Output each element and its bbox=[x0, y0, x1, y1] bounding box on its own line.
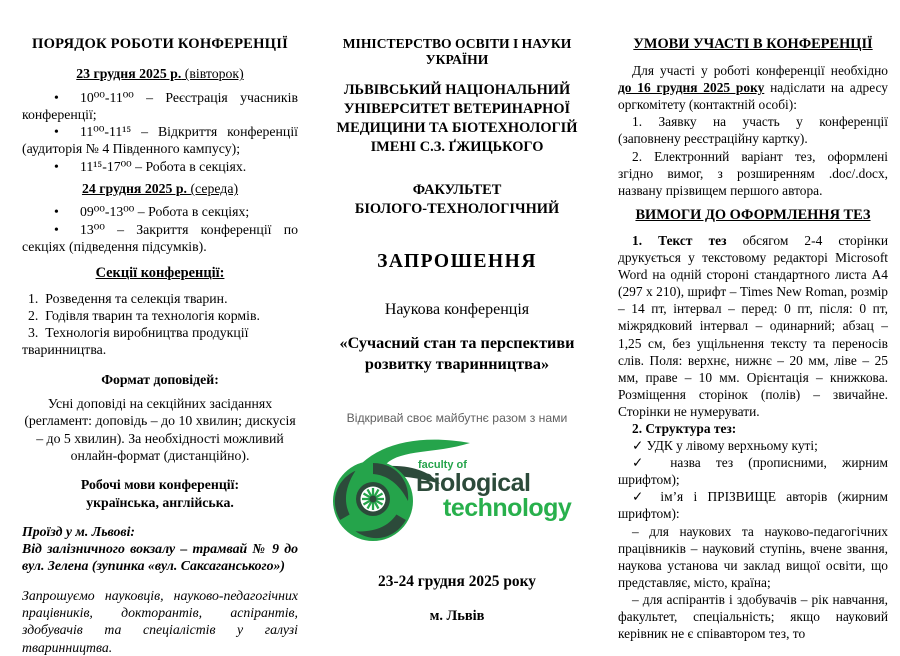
schedule-item: • 13⁰⁰ – Закриття конференції по секціях (підведення підсумків). bbox=[22, 221, 298, 256]
day1-weekday: (вівторок) bbox=[181, 66, 244, 82]
author-rule: – для наукових та науково-педагогічних працівників – науковий ступінь, вчене звання, наукова установа чи заклад вищої освіти, що представляє, місто, країна; bbox=[618, 523, 888, 590]
conference-type: Наукова конференція bbox=[384, 301, 530, 318]
schedule-item: • 10⁰⁰-11⁰⁰ – Реєстрація учасників конференції; bbox=[22, 89, 298, 124]
day2-weekday: (середа) bbox=[187, 181, 239, 197]
section-item: 2. Годівля тварин та технологія кормів. bbox=[28, 307, 260, 323]
structure-item: ✓ ім’я і ПРІЗВИЩЕ авторів (жирним шрифтом): bbox=[618, 489, 888, 522]
faculty-name bbox=[312, 181, 602, 219]
transport-block bbox=[22, 523, 298, 575]
structure-item: ✓ назва тез (прописними, жирним шрифтом); bbox=[618, 455, 888, 488]
terms-item: 2. Електронний варіант тез, оформлені згідно вимог, з розширенням .doc/.docx, названу прізвищем першого автора. bbox=[618, 148, 888, 198]
logo-faculty-of: faculty of bbox=[418, 459, 467, 471]
faculty-line2: БІОЛОГО-ТЕХНОЛОГІЧНИЙ bbox=[354, 201, 560, 217]
section-item: 3. Технологія виробництва продукції тваринництва. bbox=[22, 325, 249, 358]
conference-title: «Сучасний стан та перспективи розвитку тваринництва» bbox=[339, 334, 575, 373]
day2-heading bbox=[22, 180, 298, 197]
schedule-item: • 11⁰⁰-11¹⁵ – Відкриття конференції (аудиторія № 4 Південного кампусу); bbox=[22, 123, 298, 158]
logo-technology: technology bbox=[443, 494, 572, 522]
day2-date: 24 грудня 2025 р. bbox=[81, 181, 187, 197]
faculty-line1: ФАКУЛЬТЕТ bbox=[412, 182, 502, 198]
terms-deadline: до 16 грудня 2025 року bbox=[618, 80, 765, 96]
transport-title: Проїзд у м. Львові: bbox=[22, 523, 136, 539]
day1-date: 23 грудня 2025 р. bbox=[76, 66, 182, 82]
university-name: ЛЬВІВСЬКИЙ НАЦІОНАЛЬНИЙ УНІВЕРСИТЕТ ВЕТЕРИНАРНОЇ МЕДИЦИНИ ТА БІОТЕХНОЛОГІЙ ІМЕНІ С.З. ҐЖИЦЬКОГО bbox=[336, 82, 578, 155]
ministry-name: МІНІСТЕРСТВО ОСВІТИ І НАУКИ УКРАЇНИ bbox=[342, 36, 572, 67]
day1-heading bbox=[22, 65, 298, 82]
requirements-title: ВИМОГИ ДО ОФОРМЛЕННЯ ТЕЗ bbox=[635, 206, 871, 223]
languages-title: Робочі мови конференції: bbox=[80, 477, 240, 493]
terms-intro-text2: надіслати на адресу оргкомітету (контактній особі): bbox=[618, 80, 888, 113]
day1-schedule-list bbox=[22, 89, 298, 175]
sections-list bbox=[22, 290, 298, 359]
transport-text: Від залізничного вокзалу – трамвай № 9 до вул. Зелена (зупинка «вул. Саксаганського») bbox=[22, 541, 298, 574]
structure-item: ✓ УДК у лівому верхньому куті; bbox=[632, 438, 818, 454]
conference-dates: 23-24 грудня 2025 року bbox=[378, 573, 536, 590]
requirement-1-text: обсягом 2-4 сторінки друкується у текстовому редакторі Microsoft Word на одній стороні стандартного листа А4 (297 х 210), шрифт – Times New Roman, розмір – 14 пт, інтервал – перед: 0 пт, після: 0 пт, міжрядковий інтервал – одинарний; абзац – 1,25 см, без ущільнення тексту та переносів слів. Поля: верхнє, нижнє – 20 мм, ліве – 25 мм, праве – 10 мм. Орієнтація – книжкова. Розміщення сторінок (полів) – звичайне. Сторінки не нумерувати. bbox=[618, 232, 888, 419]
invite-text: Запрошуємо науковців, науково-педагогічних працівників, докторантів, аспірантів, здобувачів та спеціалістів у галузі тваринництва. bbox=[22, 587, 298, 655]
column-cover bbox=[312, 36, 602, 624]
requirement-2-label: 2. Структура тез: bbox=[632, 420, 737, 436]
faculty-logo bbox=[326, 433, 588, 551]
author-rule: – для аспірантів і здобувачів – рік навчання, факультет, спеціальність; якщо науковий керівник не є співавтором тез, то bbox=[618, 591, 888, 642]
column-requirements bbox=[618, 36, 888, 642]
day2-schedule-list bbox=[22, 203, 298, 255]
column-schedule bbox=[22, 36, 298, 655]
schedule-item: • 11¹⁵-17⁰⁰ – Робота в секціях. bbox=[22, 158, 298, 175]
logo-biological: Biological bbox=[416, 469, 531, 497]
invitation-title: ЗАПРОШЕННЯ bbox=[377, 251, 537, 272]
languages-block bbox=[22, 476, 298, 511]
schedule-title: ПОРЯДОК РОБОТИ КОНФЕРЕНЦІЇ bbox=[32, 36, 288, 52]
format-title: Формат доповідей: bbox=[101, 371, 219, 387]
requirement-1 bbox=[618, 232, 888, 420]
terms-item: 1. Заявку на участь у конференції (заповнену реєстраційну картку). bbox=[618, 114, 888, 147]
slogan-text: Відкривай своє майбутнє разом з нами bbox=[346, 411, 568, 425]
requirement-1-label: 1. Текст тез bbox=[632, 232, 727, 248]
logo-wordmark bbox=[416, 459, 571, 521]
format-text: Усні доповіді на секційних засіданнях (регламент: доповідь – до 10 хвилин; дискусія – до 5 хвилин). За необхідності можливий онлайн-формат (дистанційно). bbox=[24, 396, 296, 463]
terms-intro-text1: Для участі у роботі конференції необхідно bbox=[632, 63, 888, 79]
sections-title: Секції конференції: bbox=[95, 265, 225, 282]
terms-intro bbox=[618, 62, 888, 113]
conference-city: м. Львів bbox=[429, 608, 485, 624]
languages-value: українська, англійська. bbox=[86, 494, 234, 510]
schedule-item: • 09⁰⁰-13⁰⁰ – Робота в секціях; bbox=[22, 203, 298, 220]
section-item: 1. Розведення та селекція тварин. bbox=[28, 290, 228, 306]
terms-title: УМОВИ УЧАСТІ В КОНФЕРЕНЦІЇ bbox=[633, 36, 873, 52]
